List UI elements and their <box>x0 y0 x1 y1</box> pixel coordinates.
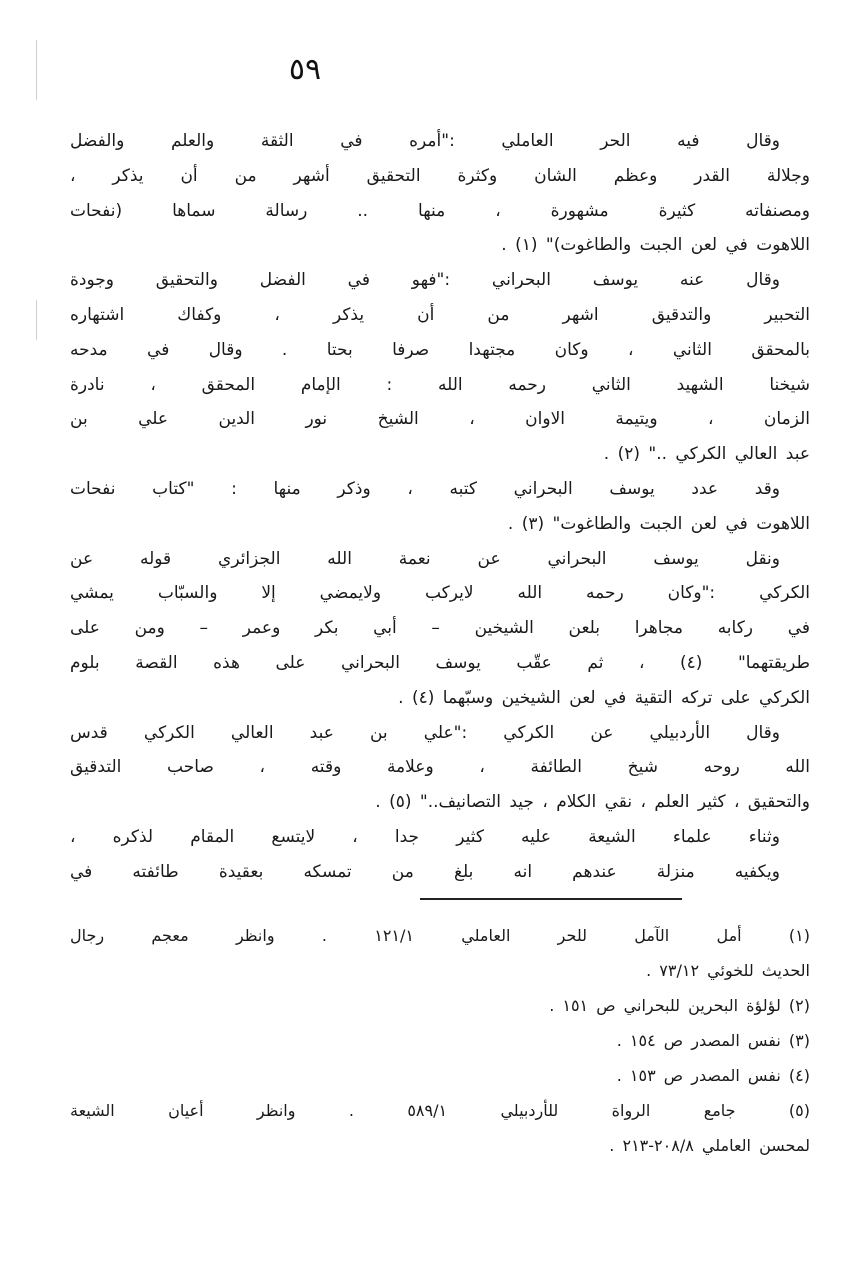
text-line: الكركي :"وكان رحمه الله لايركب ولايمضي إلا والسبّاب يمشي <box>70 583 810 604</box>
text-line: الزمان ، ويتيمة الاوان ، الشيخ نور الدين علي بن <box>70 409 810 430</box>
footnote-line: (٤) نفس المصدر ص ١٥٣ . <box>616 1066 810 1085</box>
text-line: شيخنا الشهيد الثاني رحمه الله : الإمام المحقق ، نادرة <box>70 374 810 395</box>
footnote-line: (٣) نفس المصدر ص ١٥٤ . <box>616 1031 810 1050</box>
text-line: التحبير والتدقيق اشهر من أن يذكر ، وكفاك اشتهاره <box>70 304 810 325</box>
footnote-line: (٢) لؤلؤة البحرين للبحراني ص ١٥١ . <box>549 996 810 1015</box>
footnotes <box>70 918 810 1163</box>
page-number: ٥٩ <box>288 52 322 87</box>
text-line: ومصنفاته كثيرة مشهورة ، منها .. رسالة سماها (نفحات <box>70 200 810 221</box>
text-line: الله روحه شيخ الطائفة ، وعلامة وقته ، صاحب التدقيق <box>70 757 810 778</box>
text-line: في ركابه مجاهرا بلعن الشيخين – أبي بكر وعمر – ومن على <box>70 618 810 639</box>
text-line: عبد العالي الكركي .." (٢) . <box>603 444 810 465</box>
text-line: وقد عدد يوسف البحراني كتبه ، وذكر منها : "كتاب نفحات <box>70 478 780 499</box>
text-line: ونقل يوسف البحراني عن نعمة الله الجزائري قوله عن <box>70 548 780 569</box>
footnote-line: الحديث للخوئي ٧٣/١٢ . <box>646 961 810 980</box>
text-line: اللاهوت في لعن الجبت والطاغوت" (٣) . <box>507 513 810 534</box>
text-line: الكركي على تركه التقية في لعن الشيخين وسبّهما (٤) . <box>398 687 810 708</box>
footnote-line: لمحسن العاملي ٢٠٨/٨-٢١٣ . <box>609 1136 810 1155</box>
text-line: وقال عنه يوسف البحراني :"فهو في الفضل والتحقيق وجودة <box>70 270 780 291</box>
text-line: والتحقيق ، كثير العلم ، نقي الكلام ، جيد التصانيف.." (٥) . <box>375 792 810 813</box>
text-line: بالمحقق الثاني ، وكان مجتهدا صرفا بحتا . وقال في مدحه <box>70 339 810 360</box>
text-line: وثناء علماء الشيعة عليه كثير جدا ، لايتسع المقام لذكره ، <box>70 826 780 847</box>
scan-margin-mark <box>36 300 37 340</box>
footnote-divider <box>420 898 682 900</box>
text-line: طريقتهما" (٤) ، ثم عقّب يوسف البحراني على هذه القصة بلوم <box>70 652 810 673</box>
footnote-line: (١) أمل الآمل للحر العاملي ١٢١/١ . وانظر معجم رجال <box>70 926 810 945</box>
main-text <box>70 124 810 890</box>
text-line: اللاهوت في لعن الجبت والطاغوت)" (١) . <box>501 235 810 256</box>
text-line: وقال فيه الحر العاملي :"أمره في الثقة والعلم والفضل <box>70 131 780 151</box>
text-line: وجلالة القدر وعظم الشان وكثرة التحقيق أشهر من أن يذكر ، <box>70 165 810 186</box>
footnote-line: (٥) جامع الرواة للأردبيلي ٥٨٩/١ . وانظر أعيان الشيعة <box>70 1101 810 1120</box>
text-line: وقال الأردبيلي عن الكركي :"علي بن عبد العالي الكركي قدس <box>70 722 780 743</box>
text-line: ويكفيه منزلة عندهم انه بلغ من تمسكه بعقيدة طائفته في <box>70 861 780 882</box>
